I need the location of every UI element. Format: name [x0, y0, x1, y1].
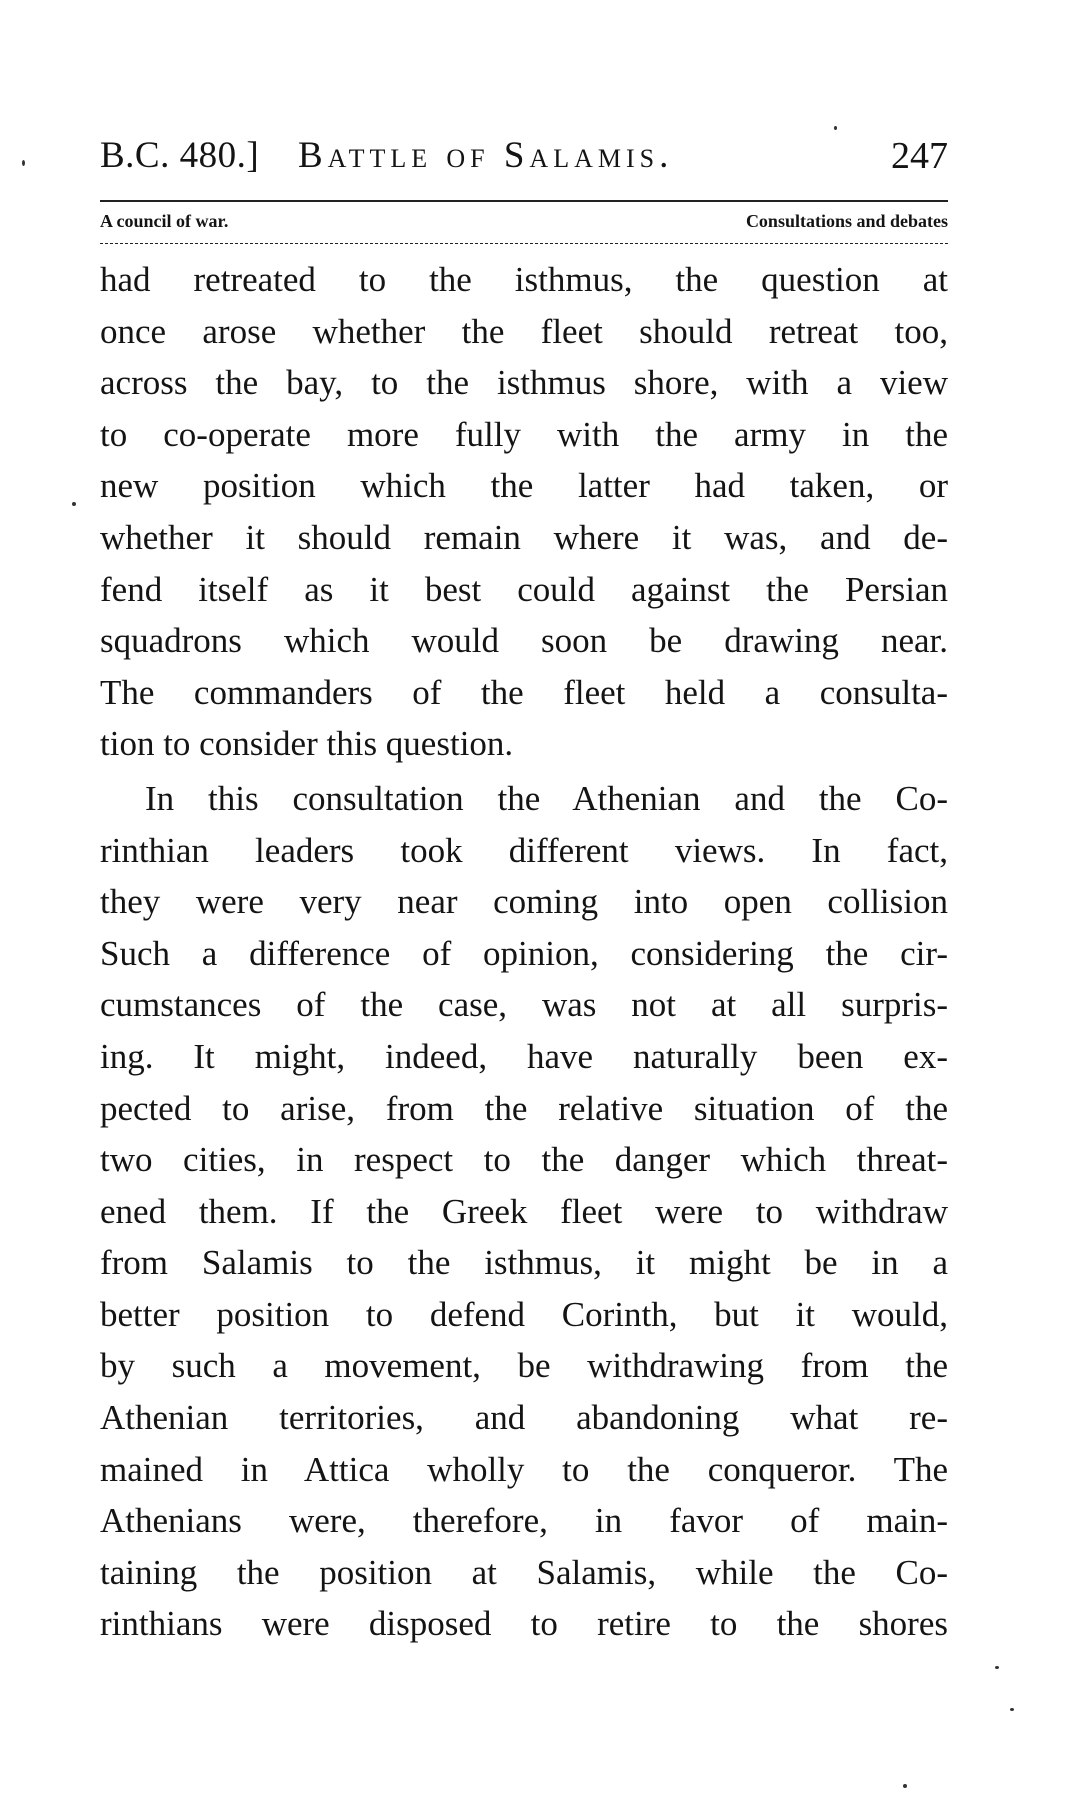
text-line: The commanders of the fleet held a consulta- — [100, 672, 948, 712]
text-line: tion to consider this question. — [100, 724, 514, 764]
text-line: ing. It might, indeed, have naturally been ex- — [100, 1036, 948, 1076]
scan-speck — [22, 160, 25, 166]
scan-speck — [995, 1666, 999, 1669]
text-line: whether it should remain where it was, and de- — [100, 517, 948, 557]
text-line: across the bay, to the isthmus shore, with a view — [100, 363, 948, 403]
paragraph — [100, 254, 948, 770]
body-text — [100, 254, 948, 1650]
text-line: Athenian territories, and abandoning what re- — [100, 1398, 948, 1438]
text-line: cumstances of the case, was not at all surpris- — [100, 985, 948, 1025]
page-number: 247 — [891, 135, 948, 177]
scan-speck — [1010, 1708, 1014, 1711]
marginal-note-left: A council of war. — [100, 211, 229, 231]
header-rule — [100, 200, 948, 202]
text-line: squadrons which would soon be drawing near. — [100, 621, 948, 661]
scan-speck — [903, 1784, 907, 1788]
text-line: once arose whether the fleet should retreat too, — [100, 311, 948, 351]
text-line: by such a movement, be withdrawing from the — [100, 1346, 948, 1386]
text-line: from Salamis to the isthmus, it might be in a — [100, 1243, 948, 1283]
text-line: had retreated to the isthmus, the question at — [100, 260, 948, 299]
text-line: two cities, in respect to the danger which threat- — [100, 1140, 948, 1180]
text-line: Athenians were, therefore, in favor of main- — [100, 1501, 948, 1541]
running-head-title: Battle of Salamis. — [298, 135, 674, 176]
text-line: taining the position at Salamis, while the Co- — [100, 1552, 948, 1592]
text-line: rinthian leaders took different views. In fact, — [100, 830, 948, 870]
text-line: better position to defend Corinth, but it would, — [100, 1294, 948, 1334]
paragraph — [100, 773, 948, 1650]
text-line: Such a difference of opinion, considering the cir- — [100, 933, 948, 973]
running-head-date: B.C. 480.] — [100, 135, 260, 176]
running-head — [100, 126, 948, 186]
marginal-note-right: Consultations and debates — [745, 211, 948, 231]
text-line: fend itself as it best could against the Persian — [100, 569, 948, 609]
marginal-rule — [100, 243, 948, 244]
text-line: In this consultation the Athenian and the Co- — [145, 778, 948, 818]
scan-speck — [72, 502, 76, 506]
scan-speck — [834, 126, 837, 130]
text-line: pected to arise, from the relative situation of the — [100, 1088, 948, 1128]
text-line: ened them. If the Greek fleet were to withdraw — [100, 1191, 948, 1231]
text-line: new position which the latter had taken, or — [100, 466, 948, 506]
text-line: to co-operate more fully with the army in the — [100, 414, 948, 454]
text-line: rinthians were disposed to retire to the shores — [100, 1604, 948, 1644]
text-line: mained in Attica wholly to the conqueror. The — [100, 1449, 948, 1489]
text-line: they were very near coming into open collision — [100, 882, 948, 922]
